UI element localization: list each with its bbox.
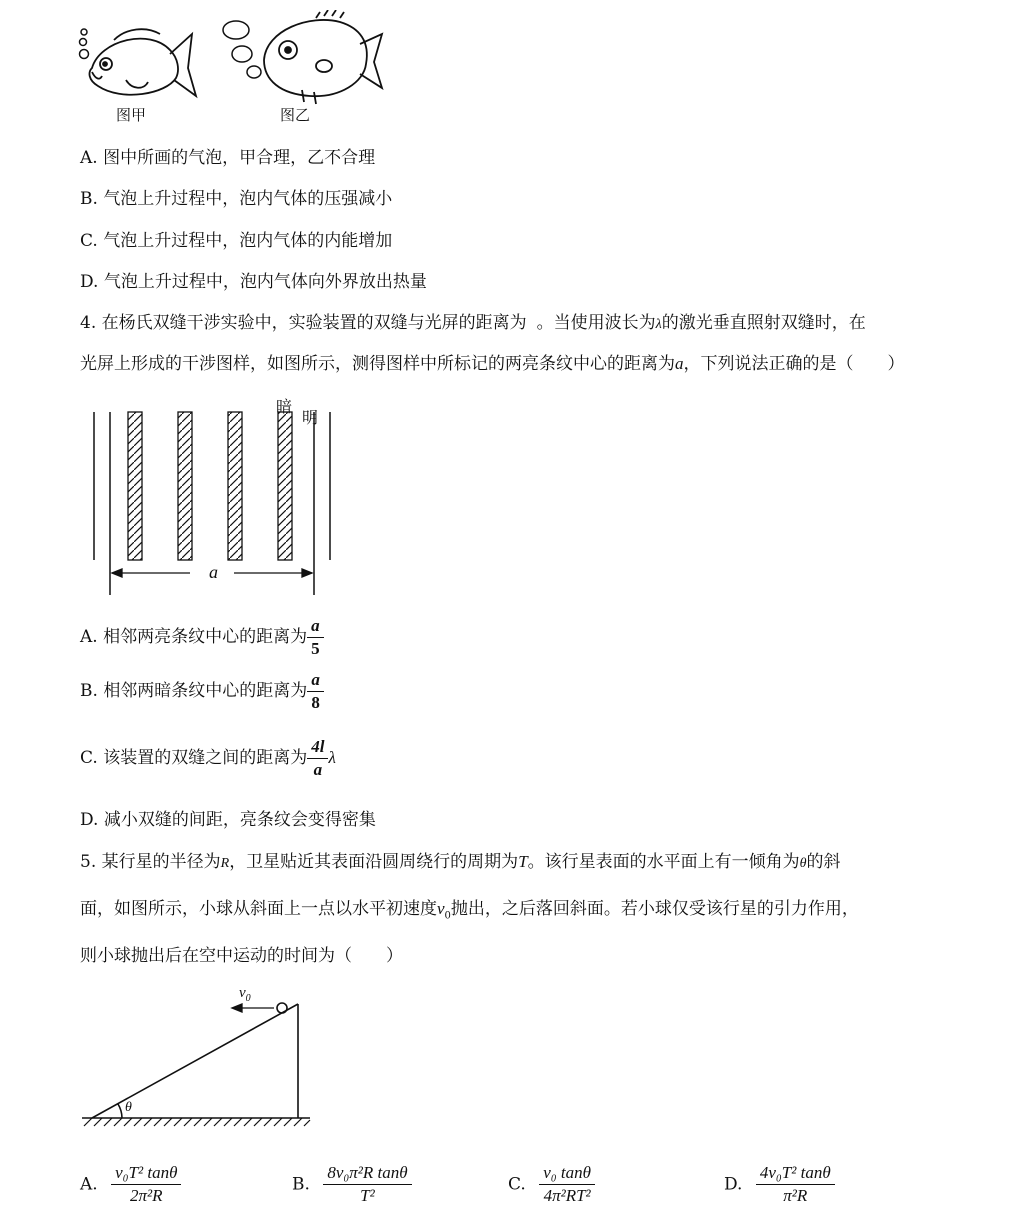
incline-shape	[82, 1003, 310, 1118]
fig-a-caption: 图甲	[116, 106, 147, 124]
q5-stem-text: 抛出，之后落回斜面。若小球仅受该行星的引力作用，	[450, 899, 859, 919]
option-text: 气泡上升过程中，泡内气体的压强减小	[103, 189, 393, 209]
var-a: a	[675, 354, 684, 373]
q4-stem-line1	[80, 311, 866, 337]
option-text: 气泡上升过程中，泡内气体的内能增加	[103, 231, 393, 251]
option-label: A.	[80, 1174, 98, 1195]
ground-hatch	[84, 1118, 310, 1126]
denominator: 5	[311, 639, 320, 658]
denominator: a	[313, 760, 323, 779]
dark-fringes	[128, 412, 292, 560]
q5-stem-text: 5. 某行星的半径为	[80, 852, 221, 872]
fish-b-bubbles	[223, 21, 261, 78]
denominator: 2π²R	[130, 1186, 163, 1205]
q5-stem-line3	[80, 944, 403, 968]
var-T: T	[518, 852, 528, 871]
q5-stem-text: 。该行星表面的水平面上有一倾角为	[527, 852, 800, 872]
numerator: v₀ tanθ	[539, 1162, 595, 1185]
q3-option-b	[80, 187, 392, 211]
fraction	[111, 1162, 181, 1207]
q4-stem-text: 光屏上形成的干涉图样，如图所示，测得图样中所标记的两亮条纹中心的距离为	[80, 354, 675, 374]
velocity-arrow	[232, 1004, 274, 1012]
q4-stem-text: 。当使用波长为	[536, 313, 656, 333]
option-label: D.	[724, 1174, 743, 1195]
subscript: 0	[444, 910, 451, 922]
q5-stem-text: ，卫星贴近其表面沿圆周绕行的周期为	[229, 852, 519, 872]
denominator: 4π²RT²	[543, 1186, 591, 1205]
numerator: 4l	[307, 736, 328, 759]
q5-option-d	[724, 1162, 835, 1207]
option-text: 相邻两暗条纹中心的距离为	[103, 681, 308, 701]
q4-stem-text: 4. 在杨氏双缝干涉实验中，实验装置的双缝与光屏的距离为	[80, 313, 527, 333]
q4-option-c	[80, 734, 336, 782]
numerator: 4v₀T² tanθ	[756, 1162, 835, 1185]
subscript: 0	[245, 993, 251, 1004]
q4-option-a	[80, 613, 324, 661]
q5-option-b	[292, 1162, 412, 1207]
var-v0: v	[437, 899, 445, 918]
var-theta: θ	[799, 856, 807, 871]
span-label: a	[209, 562, 218, 582]
q3-option-c	[80, 229, 392, 253]
fraction	[539, 1162, 595, 1207]
q5-stem-text: 面，如图所示，小球从斜面上一点以水平初速度	[80, 899, 437, 919]
numerator: a	[307, 669, 324, 692]
q5-stem-text: 则小球抛出后在空中运动的时间为（ ）	[80, 946, 403, 966]
fraction	[307, 736, 328, 781]
denominator: 8	[311, 693, 320, 712]
option-label: B.	[80, 189, 98, 209]
q5-stem-line1	[80, 850, 841, 876]
q5-option-c	[508, 1162, 595, 1207]
q3-option-d	[80, 270, 427, 294]
option-label: D.	[80, 272, 99, 292]
option-text: 该装置的双缝之间的距离为	[103, 748, 308, 768]
option-label: C.	[80, 231, 98, 251]
fish-a-bubbles	[80, 29, 89, 59]
fish-a	[90, 29, 196, 96]
option-label: B.	[292, 1174, 310, 1195]
incline-figure	[78, 980, 318, 1130]
option-label: A.	[80, 627, 98, 647]
fish-figures	[70, 10, 400, 110]
denominator: π²R	[783, 1186, 808, 1205]
v0-label	[239, 985, 251, 1004]
option-text: 减小双缝的间距，亮条纹会变得密集	[103, 810, 376, 830]
option-text: 相邻两亮条纹中心的距离为	[103, 627, 308, 647]
q3-option-a	[80, 146, 375, 170]
q5-stem-line2	[80, 897, 859, 928]
lambda-symbol: λ	[655, 317, 662, 332]
dark-label: 暗	[276, 397, 293, 416]
var-R: R	[220, 856, 230, 871]
numerator: v₀T² tanθ	[111, 1162, 181, 1185]
theta-label: θ	[125, 1100, 132, 1115]
option-label: C.	[80, 748, 98, 768]
numerator: a	[307, 615, 324, 638]
option-text: 图中所画的气泡，甲合理，乙不合理	[103, 148, 376, 168]
lambda-symbol: λ	[328, 748, 336, 767]
fraction	[323, 1162, 411, 1207]
v-symbol: v	[239, 985, 246, 1001]
fish-b	[264, 10, 382, 104]
fraction	[756, 1162, 835, 1207]
option-text: 气泡上升过程中，泡内气体向外界放出热量	[103, 272, 427, 292]
numerator: 8v₀π²R tanθ	[323, 1162, 411, 1185]
q4-stem-text: 的激光垂直照射双缝时，在	[661, 313, 866, 333]
fraction	[307, 669, 324, 714]
q4-option-d	[80, 808, 376, 832]
fraction	[307, 615, 324, 660]
option-label: A.	[80, 148, 98, 168]
q5-stem-text: 的斜	[806, 852, 841, 872]
bright-label: 明	[302, 408, 319, 427]
q5-option-a	[80, 1162, 181, 1207]
fig-b-caption: 图乙	[280, 106, 311, 124]
q4-option-b	[80, 667, 324, 715]
q4-stem-line2	[80, 352, 905, 376]
option-label: B.	[80, 681, 98, 701]
denominator: T²	[360, 1186, 375, 1205]
q4-stem-text: ，下列说法正确的是（ ）	[683, 354, 905, 374]
option-label: D.	[80, 810, 99, 830]
option-label: C.	[508, 1174, 526, 1195]
